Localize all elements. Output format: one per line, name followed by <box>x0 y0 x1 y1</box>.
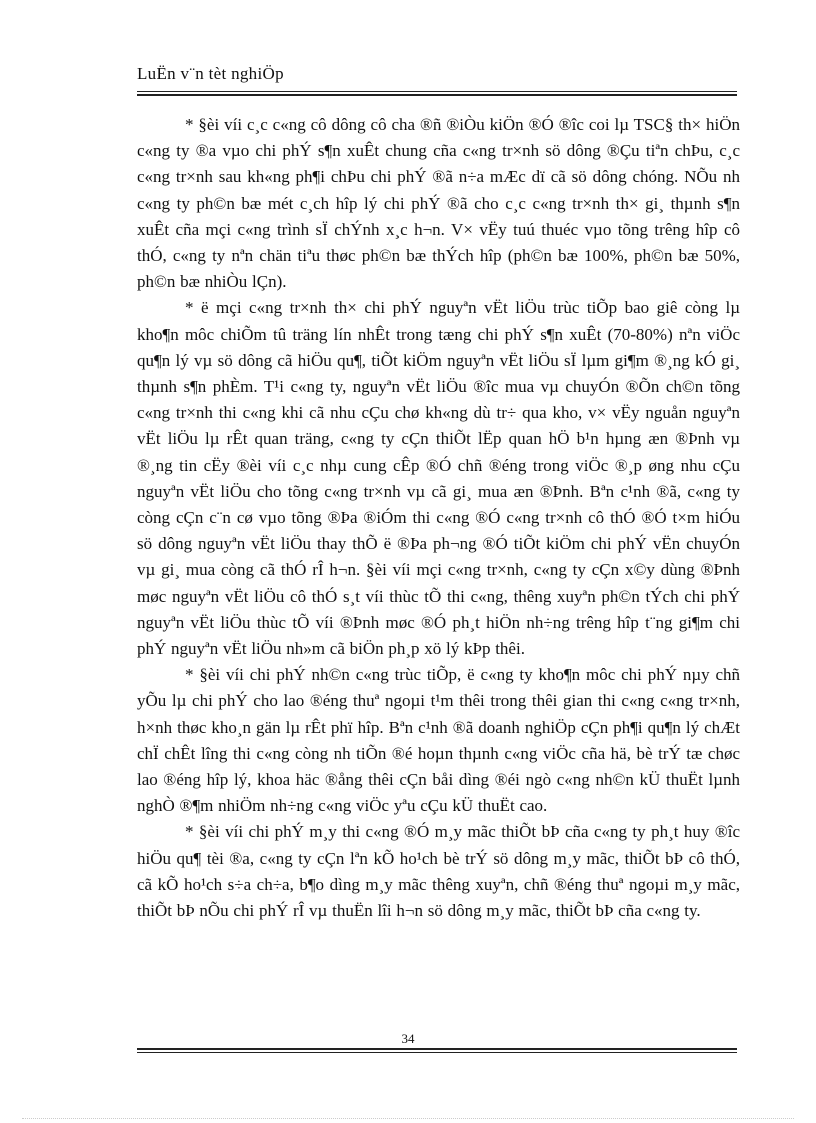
footer-rule-bottom <box>137 1052 737 1053</box>
paragraph-direct-labor: * §èi víi chi phÝ nh©n c«ng trùc tiÕp, ë c«ng ty kho¶n môc chi phÝ nµy chñ yÕu lµ chi phÝ cho lao ®éng thuª ngoµi t¹m thêi trong thêi gian thi c«ng c«ng tr×nh, h×nh thøc kho¸n gän lµ rÊt phï hîp. Bªn c¹nh ®ã doanh nghiÖp cÇn ph¶i qu¶n lý chÆt chÏ chÊt lîng thi c«ng còng nh tiÕn ®é hoµn thµnh c«ng viÖc cña hä, bè trÝ tæ chøc lao ®éng hîp lý, khoa häc ®ång thêi cÇn båi dìng ®éi ngò c«ng nh©n kÜ thuËt lµnh nghÒ ®¶m nhiÖm nh÷ng c«ng viÖc yªu cÇu kÜ thuËt cao. <box>137 665 740 816</box>
document-body <box>137 112 740 924</box>
page-edge-dotted-line <box>22 1118 794 1119</box>
document-header-title: LuËn v¨n tèt nghiÖp <box>137 64 284 83</box>
footer-rule-top <box>137 1048 737 1050</box>
header-rule-bottom <box>137 94 737 96</box>
page-number: 34 <box>401 1031 415 1046</box>
paragraph-raw-materials: * ë mçi c«ng tr×nh th× chi phÝ nguyªn vËt liÖu trùc tiÕp bao giê còng lµ kho¶n môc chiÕm tû träng lín nhÊt trong tæng chi phÝ s¶n xuÊt (70-80%) nªn viÖc qu¶n lý vµ sö dông cã hiÖu qu¶, tiÕt kiÖm nguyªn vËt liÖu sÏ lµm gi¶m ®¸ng kÓ gi¸ thµnh s¶n phÈm. T¹i c«ng ty, nguyªn vËt liÖu ®îc mua vµ chuyÓn ®Õn ch©n tõng c«ng tr×nh thi c«ng khi cã nhu cÇu chø kh«ng dù tr÷ qua kho, v× vËy nguån nguyªn vËt liÖu lµ rÊt quan träng, c«ng ty cÇn thiÕt lËp quan hÖ b¹n hµng æn ®Þnh vµ ®¸ng tin cËy ®èi víi c¸c nhµ cung cÊp ®Ó chñ ®éng trong viÖc ®¸p øng nhu cÇu nguyªn vËt liÖu cho tõng c«ng tr×nh vµ cã gi¸ mua æn ®Þnh. Bªn c¹nh ®ã, c«ng ty còng cÇn c¨n cø vµo tõng ®Þa ®iÓm thi c«ng ®Ó c«ng tr×nh cô thÓ ®Ó t×m hiÓu sö dông nguyªn vËt liÖu thay thÕ ë ®Þa ph¬ng ®Ó tiÕt kiÖm chi phÝ vËn chuyÓn vµ gi¸ mua còng cã thÓ rÎ h¬n. §èi víi mçi c«ng tr×nh, c«ng ty cÇn x©y dùng ®Þnh møc nguyªn vËt liÖu cô thÓ s¸t víi thùc tÕ thi c«ng, thêng xuyªn ph©n tÝch chi phÝ nguyªn vËt liÖu thùc tÕ víi ®Þnh møc ®Ó ph¸t hiÖn nh÷ng trêng hîp t¨ng gi¶m chi phÝ nguyªn vËt liÖu nh»m cã biÖn ph¸p xö lý kÞp thêi. <box>137 298 740 659</box>
paragraph-tools-equipment: * §èi víi c¸c c«ng cô dông cô cha ®ñ ®iÒu kiÖn ®Ó ®îc coi lµ TSC§ th× hiÖn c«ng ty ®a vµo chi phÝ s¶n xuÊt chung cña c«ng tr×nh sö dông ®Çu tiªn chÞu, c¸c c«ng tr×nh sau kh«ng ph¶i chÞu chi phÝ ®ã n÷a mÆc dï cã sö dông chóng. NÕu nh c«ng ty ph©n bæ mét c¸ch hîp lý chi phÝ ®ã cho c¸c c«ng tr×nh th× gi¸ thµnh s¶n xuÊt cña mçi c«ng trình sÏ chÝnh x¸c h¬n. V× vËy tuú thuéc vµo tõng trêng hîp cô thÓ, c«ng ty nªn chän tiªu thøc ph©n bæ thÝch hîp (ph©n bæ 100%, ph©n bæ 50%, ph©n bæ nhiÒu lÇn). <box>137 115 740 292</box>
header-rule-top <box>137 91 737 92</box>
paragraph-machinery: * §èi víi chi phÝ m¸y thi c«ng ®Ó m¸y mãc thiÕt bÞ cña c«ng ty ph¸t huy ®îc hiÖu qu¶ tèi ®a, c«ng ty cÇn lªn kÕ ho¹ch bè trÝ sö dông m¸y mãc, thiÕt bÞ cô thÓ, cã kÕ ho¹ch s÷a ch÷a, b¶o dìng m¸y mãc thêng xuyªn, chñ ®éng thuª ngoµi m¸y mãc, thiÕt bÞ nÕu chi phÝ rÎ vµ thuËn lîi h¬n sö dông m¸y mãc, thiÕt bÞ cña c«ng ty. <box>137 822 740 921</box>
